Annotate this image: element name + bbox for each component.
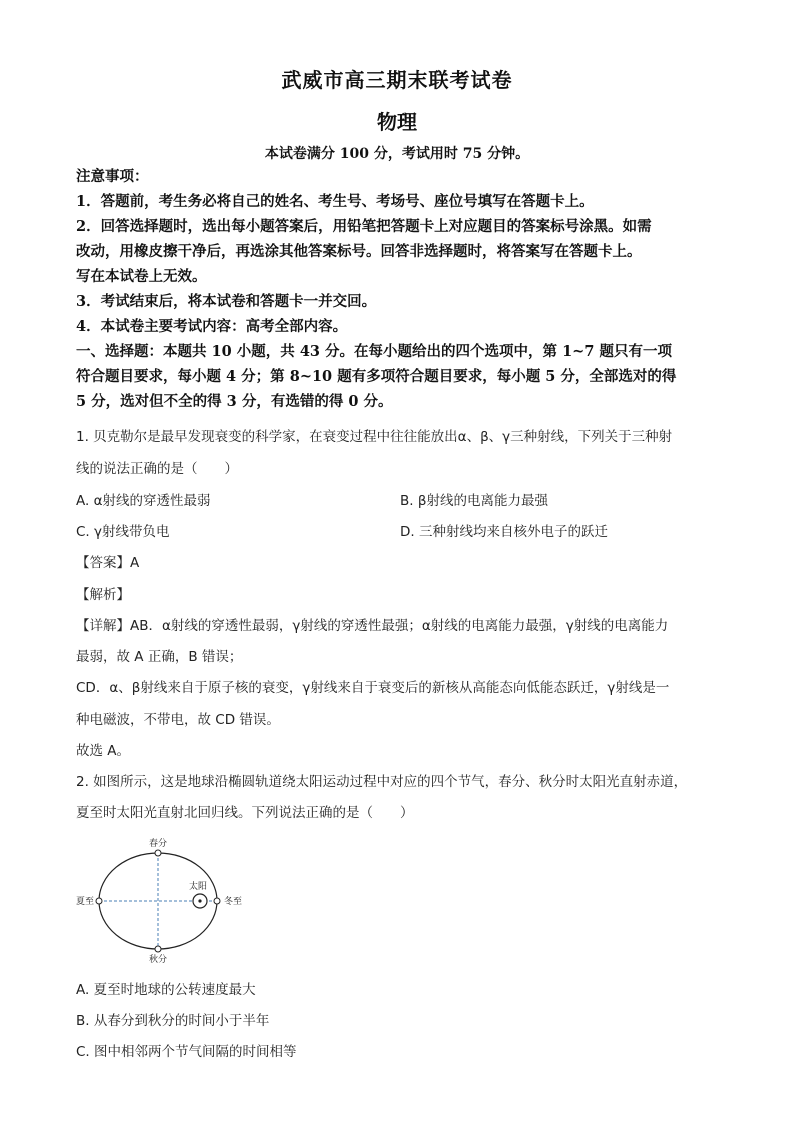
label-spring: 春分 xyxy=(148,839,168,849)
section-instructions: 符合题目要求，每小题 4 分；第 8~10 题有多项符合题目要求，每小题 5 分，全部选对的得 xyxy=(76,368,677,385)
earth-winter-marker xyxy=(214,898,220,904)
subject-title: 物理 xyxy=(377,110,417,134)
earth-summer-marker xyxy=(96,898,102,904)
notice-heading: 注意事项： xyxy=(76,168,149,185)
earth-spring-marker xyxy=(155,850,161,856)
q1-option-a: A. α射线的穿透性最弱 xyxy=(76,493,211,509)
q2-option-b: B. 从春分到秋分的时间小于半年 xyxy=(76,1013,270,1029)
orbit-diagram xyxy=(70,833,270,968)
sun-center-dot xyxy=(198,899,201,902)
q1-analysis-label: 【解析】 xyxy=(76,587,130,603)
notice-item: 4．本试卷主要考试内容：高考全部内容。 xyxy=(76,318,348,335)
q1-answer: 【答案】A xyxy=(76,555,140,571)
section-instructions: 一、选择题：本题共 10 小题，共 43 分。在每小题给出的四个选项中，第 1~7 题只有一项 xyxy=(76,343,672,360)
q1-option-d: D. 三种射线均来自核外电子的跃迁 xyxy=(400,524,608,540)
q2-stem: 夏至时太阳光直射北回归线。下列说法正确的是（ ） xyxy=(76,805,414,821)
q1-option-c: C. γ射线带负电 xyxy=(76,524,170,540)
q2-stem: 2. 如图所示，这是地球沿椭圆轨道绕太阳运动过程中对应的四个节气，春分、秋分时太阳光直射赤道， xyxy=(76,774,688,790)
q1-stem: 线的说法正确的是（ ） xyxy=(76,461,238,477)
notice-item: 写在本试卷上无效。 xyxy=(76,268,207,285)
q1-detail: 故选 A。 xyxy=(76,743,131,759)
notice-item: 改动，用橡皮擦干净后，再选涂其他答案标号。回答非选择题时，将答案写在答题卡上。 xyxy=(76,243,642,260)
label-winter: 冬至 xyxy=(223,897,243,907)
q1-detail: 种电磁波，不带电，故 CD 错误。 xyxy=(76,712,280,728)
score-info: 本试卷满分 100 分，考试用时 75 分钟。 xyxy=(264,146,530,162)
label-sun: 太阳 xyxy=(188,882,208,892)
q1-stem: 1. 贝克勒尔是最早发现衰变的科学家，在衰变过程中往往能放出α、β、γ三种射线，下列关于三种射 xyxy=(76,429,673,445)
earth-autumn-marker xyxy=(155,946,161,952)
q2-option-c: C. 图中相邻两个节气间隔的时间相等 xyxy=(76,1044,297,1060)
q2-option-a: A. 夏至时地球的公转速度最大 xyxy=(76,982,256,998)
label-summer: 夏至 xyxy=(75,897,95,907)
q1-option-b: B. β射线的电离能力最强 xyxy=(400,493,548,509)
section-instructions: 5 分，选对但不全的得 3 分，有选错的得 0 分。 xyxy=(76,393,393,410)
q1-detail: 最弱，故 A 正确，B 错误； xyxy=(76,649,243,665)
q1-detail: 【详解】AB．α射线的穿透性最弱，γ射线的穿透性最强；α射线的电离能力最强，γ射线的电离能力 xyxy=(76,618,669,634)
notice-item: 2．回答选择题时，选出每小题答案后，用铅笔把答题卡上对应题目的答案标号涂黑。如需 xyxy=(76,218,652,235)
label-autumn: 秋分 xyxy=(148,955,168,965)
notice-item: 1．答题前，考生务必将自己的姓名、考生号、考场号、座位号填写在答题卡上。 xyxy=(76,193,594,210)
q1-detail: CD．α、β射线来自于原子核的衰变，γ射线来自于衰变后的新核从高能态向低能态跃迁，γ射线是一 xyxy=(76,680,670,696)
exam-title: 武威市高三期末联考试卷 xyxy=(281,68,513,92)
notice-item: 3．考试结束后，将本试卷和答题卡一并交回。 xyxy=(76,293,377,310)
